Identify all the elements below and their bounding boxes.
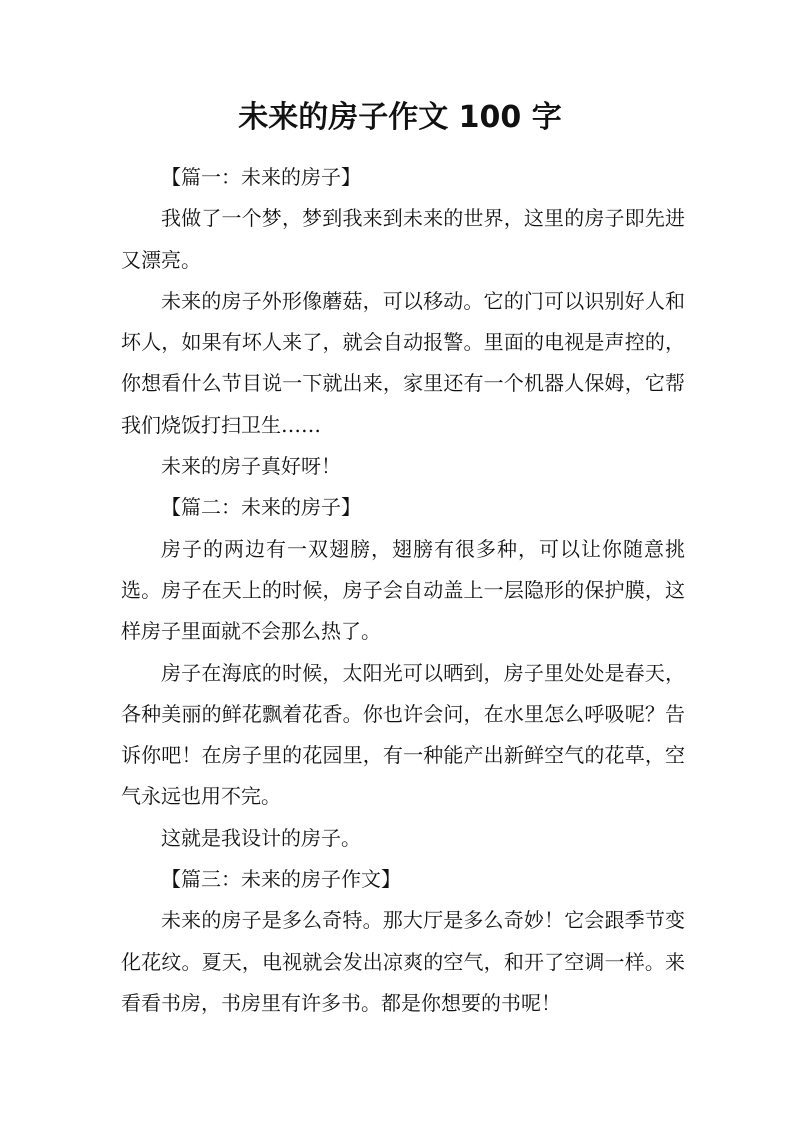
paragraph: 房子的两边有一双翅膀，翅膀有很多种，可以让你随意挑选。房子在天上的时候，房子会自动盖上一层隐形的保护膜，这样房子里面就不会那么热了。 xyxy=(121,536,685,644)
section-heading-1: 【篇一：未来的房子】 xyxy=(161,165,361,189)
paragraph: 未来的房子外形像蘑菇，可以移动。它的门可以识别好人和坏人，如果有坏人来了，就会自动报警。里面的电视是声控的，你想看什么节目说一下就出来，家里还有一个机器人保姆，它帮我们烧饭打扫卫生…… xyxy=(121,288,685,437)
paragraph: 房子在海底的时候，太阳光可以晒到，房子里处处是春天，各种美丽的鲜花飘着花香。你也许会问，在水里怎么呼吸呢？告诉你吧！在房子里的花园里，有一种能产出新鲜空气的花草，空气永远也用不完。 xyxy=(121,660,685,809)
document-title: 未来的房子作文 100 字 xyxy=(238,100,562,135)
document-body xyxy=(121,157,685,1024)
paragraph: 我做了一个梦，梦到我来到未来的世界，这里的房子即先进又漂亮。 xyxy=(121,206,685,272)
paragraph: 这就是我设计的房子。 xyxy=(161,825,361,850)
section-heading-3: 【篇三：未来的房子作文】 xyxy=(161,867,401,892)
paragraph: 未来的房子是多么奇特。那大厅是多么奇妙！它会跟季节变化花纹。夏天，电视就会发出凉爽的空气，和开了空调一样。来看看书房，书房里有许多书。都是你想要的书呢！ xyxy=(121,908,685,1015)
section-heading-2: 【篇二：未来的房子】 xyxy=(161,495,361,520)
paragraph: 未来的房子真好呀！ xyxy=(161,454,341,479)
